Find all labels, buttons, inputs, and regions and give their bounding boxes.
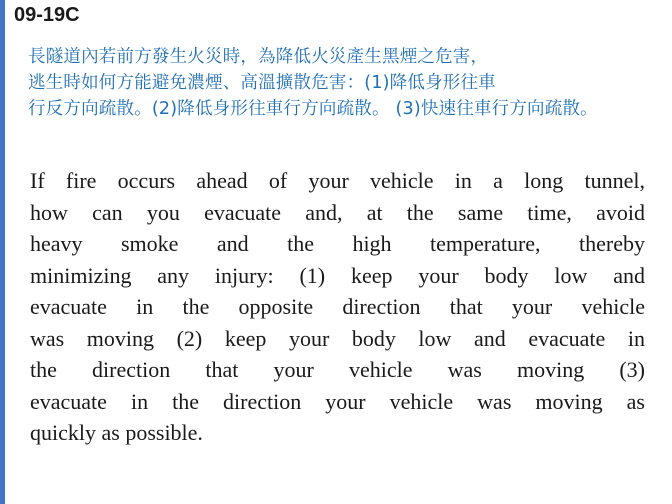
english-line: evacuate in the opposite direction that your vehicle	[30, 294, 645, 319]
english-line: was moving (2) keep your body low and evacuate in	[30, 325, 645, 351]
chinese-line: (3)快速往車行方向疏散。	[395, 99, 598, 119]
question-text-english	[30, 165, 645, 449]
page-title: 09-19C	[14, 4, 80, 26]
english-line: evacuate in the direction your vehicle was moving as	[30, 388, 645, 414]
english-line: quickly as possible.	[30, 420, 203, 445]
chinese-line: 長隧道內若前方發生火災時，為降低火災產生黑煙之危害，	[28, 47, 489, 67]
english-line: If fire occurs ahead of your vehicle in a long tunnel,	[30, 168, 645, 193]
chinese-line: 行反方向疏散。(2)降低身形往車行方向疏散。	[28, 99, 390, 119]
english-line: minimizing any injury: (1) keep your body low and	[30, 262, 645, 288]
english-line: heavy smoke and the high temperature, thereby	[30, 231, 645, 256]
left-accent-bar	[0, 0, 5, 504]
english-line: how can you evacuate and, at the same time, avoid	[30, 199, 645, 225]
question-text-chinese	[28, 44, 648, 122]
chinese-line: 逃生時如何方能避免濃煙、高溫擴散危害：(1)降低身形往車	[28, 73, 496, 93]
english-line: the direction that your vehicle was moving (3)	[30, 357, 645, 382]
